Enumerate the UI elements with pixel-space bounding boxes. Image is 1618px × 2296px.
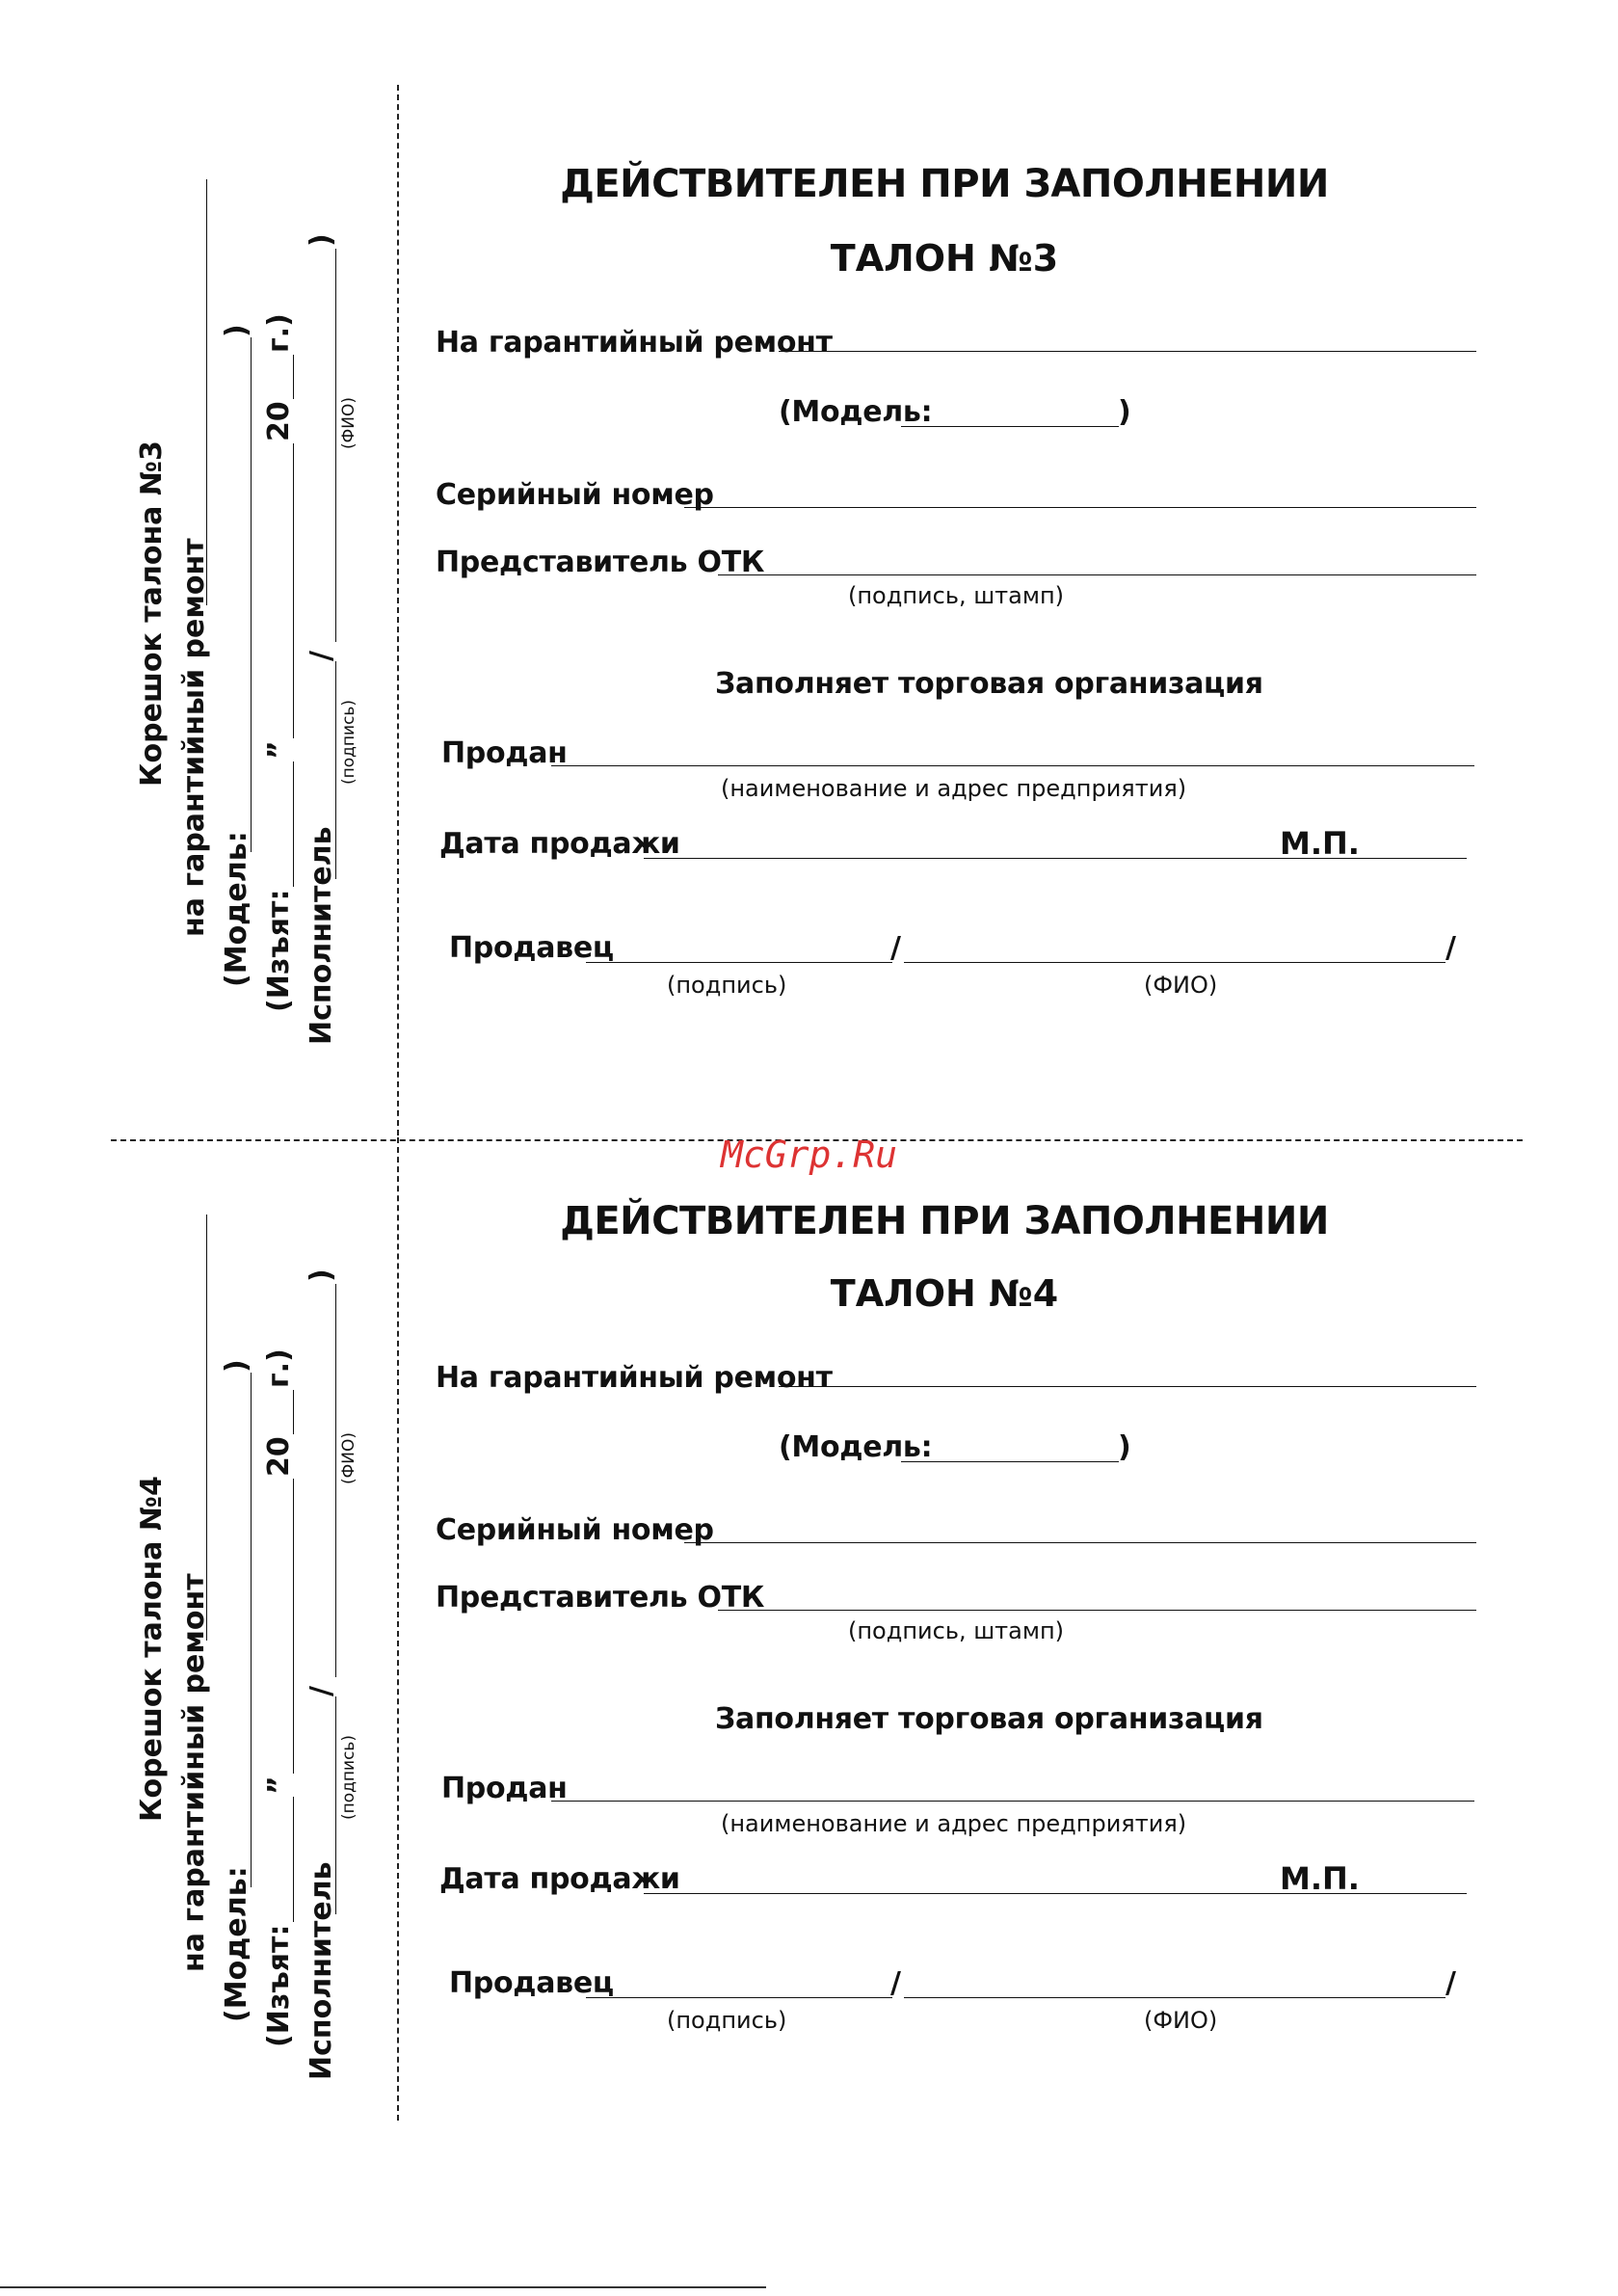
page-bottom-rule	[0, 2286, 766, 2288]
stub-sign-caption: (подпись)	[339, 1734, 358, 1820]
stub-title: Корешок талона №4	[135, 1476, 169, 1822]
seller-label: Продавец	[449, 931, 614, 965]
serial-field[interactable]	[684, 507, 1476, 508]
seller-slash-1: /	[890, 1966, 901, 2000]
stub-sign-caption: (подпись)	[339, 699, 358, 785]
otk-caption: (подпись, штамп)	[848, 582, 1065, 609]
stub-seized: (Изъят:	[262, 889, 296, 1012]
otk-field[interactable]	[718, 1610, 1476, 1611]
stub-year-prefix: 20	[262, 401, 296, 441]
trade-header: Заполняет торговая организация	[715, 1702, 1263, 1736]
stub-executor-name-field[interactable]	[335, 249, 336, 642]
seller-slash-2: /	[1446, 1966, 1456, 2000]
coupon-title: ТАЛОН №3	[830, 237, 1059, 280]
sold-field[interactable]	[551, 765, 1474, 766]
model-close: )	[1118, 1430, 1131, 1464]
serial-label: Серийный номер	[436, 1513, 714, 1547]
coupon-title: ТАЛОН №4	[830, 1272, 1059, 1315]
stamp-mark: М.П.	[1280, 825, 1360, 862]
stub-executor-close: )	[305, 233, 338, 247]
serial-field[interactable]	[684, 1542, 1476, 1543]
stub-warranty: на гарантийный ремонт	[177, 1573, 211, 1972]
seller-sign-field[interactable]	[586, 962, 892, 963]
stub-executor: Исполнитель	[305, 826, 338, 1045]
seller-sign-field[interactable]	[586, 1997, 892, 1998]
coupon-header: ДЕЙСТВИТЕЛЕН ПРИ ЗАПОЛНЕНИИ	[560, 1199, 1329, 1243]
sale-date-label: Дата продажи	[439, 827, 680, 861]
vertical-cut-line-top	[397, 85, 399, 1135]
coupon-stub-4	[106, 1031, 357, 2092]
seller-name-field[interactable]	[904, 1997, 1446, 1998]
sold-label: Продан	[441, 1772, 568, 1805]
stub-seized: (Изъят:	[262, 1924, 296, 2047]
stub-quote: ”	[262, 740, 296, 760]
stub-year-prefix: 20	[262, 1436, 296, 1477]
stub-seized-month-field[interactable]	[293, 1479, 294, 1774]
stamp-mark: М.П.	[1280, 1860, 1360, 1897]
stub-seized-day-field[interactable]	[293, 761, 294, 887]
seller-name-field[interactable]	[904, 962, 1446, 963]
stub-model-field[interactable]	[251, 337, 252, 852]
stub-executor: Исполнитель	[305, 1861, 338, 2080]
coupon-stub-3	[106, 0, 357, 1056]
stub-executor-close: )	[305, 1268, 338, 1282]
stub-seized-month-field[interactable]	[293, 443, 294, 738]
model-label: (Модель:	[779, 395, 933, 429]
stub-year-field[interactable]	[293, 1390, 294, 1434]
stub-executor-sign-field[interactable]	[335, 661, 336, 879]
trade-header: Заполняет торговая организация	[715, 667, 1263, 701]
stub-year-suffix: г.)	[262, 313, 296, 353]
stub-model: (Модель:	[220, 1866, 253, 2022]
seller-sign-caption: (подпись)	[667, 2007, 787, 2034]
vertical-cut-line-bottom	[397, 1137, 399, 2121]
stub-name-caption: (ФИО)	[339, 397, 358, 449]
stub-model: (Модель:	[220, 831, 253, 987]
warranty-field[interactable]	[779, 351, 1476, 352]
coupon-header: ДЕЙСТВИТЕЛЕН ПРИ ЗАПОЛНЕНИИ	[560, 162, 1329, 206]
stub-warranty-field[interactable]	[206, 1215, 207, 1641]
stub-seized-day-field[interactable]	[293, 1797, 294, 1922]
seller-slash-2: /	[1446, 931, 1456, 965]
sold-label: Продан	[441, 736, 568, 770]
stub-executor-slash: /	[305, 651, 338, 661]
sold-caption: (наименование и адрес предприятия)	[721, 775, 1187, 802]
sold-caption: (наименование и адрес предприятия)	[721, 1810, 1187, 1837]
watermark: McGrp.Ru	[721, 1134, 898, 1176]
stub-title: Корешок талона №3	[135, 441, 169, 787]
warranty-label: На гарантийный ремонт	[436, 1361, 833, 1395]
seller-name-caption: (ФИО)	[1144, 972, 1218, 999]
stub-model-field[interactable]	[251, 1373, 252, 1887]
model-field[interactable]	[901, 1461, 1119, 1462]
stub-executor-name-field[interactable]	[335, 1284, 336, 1677]
model-close: )	[1118, 395, 1131, 429]
stub-quote: ”	[262, 1775, 296, 1795]
stub-executor-slash: /	[305, 1686, 338, 1696]
otk-field[interactable]	[718, 574, 1476, 575]
stub-name-caption: (ФИО)	[339, 1432, 358, 1484]
stub-model-close: )	[220, 324, 253, 337]
seller-label: Продавец	[449, 1966, 614, 2000]
model-field[interactable]	[901, 426, 1119, 427]
serial-label: Серийный номер	[436, 478, 714, 512]
seller-sign-caption: (подпись)	[667, 972, 787, 999]
stub-executor-sign-field[interactable]	[335, 1696, 336, 1914]
stub-year-suffix: г.)	[262, 1348, 296, 1388]
otk-label: Представитель ОТК	[436, 546, 765, 579]
stub-warranty: на гарантийный ремонт	[177, 538, 211, 937]
sold-field[interactable]	[551, 1801, 1474, 1802]
stub-year-field[interactable]	[293, 355, 294, 399]
sale-date-label: Дата продажи	[439, 1862, 680, 1896]
stub-model-close: )	[220, 1359, 253, 1373]
model-label: (Модель:	[779, 1430, 933, 1464]
otk-label: Представитель ОТК	[436, 1581, 765, 1615]
otk-caption: (подпись, штамп)	[848, 1617, 1065, 1644]
stub-warranty-field[interactable]	[206, 179, 207, 605]
warranty-field[interactable]	[779, 1386, 1476, 1387]
seller-name-caption: (ФИО)	[1144, 2007, 1218, 2034]
warranty-label: На гарантийный ремонт	[436, 326, 833, 360]
seller-slash-1: /	[890, 931, 901, 965]
